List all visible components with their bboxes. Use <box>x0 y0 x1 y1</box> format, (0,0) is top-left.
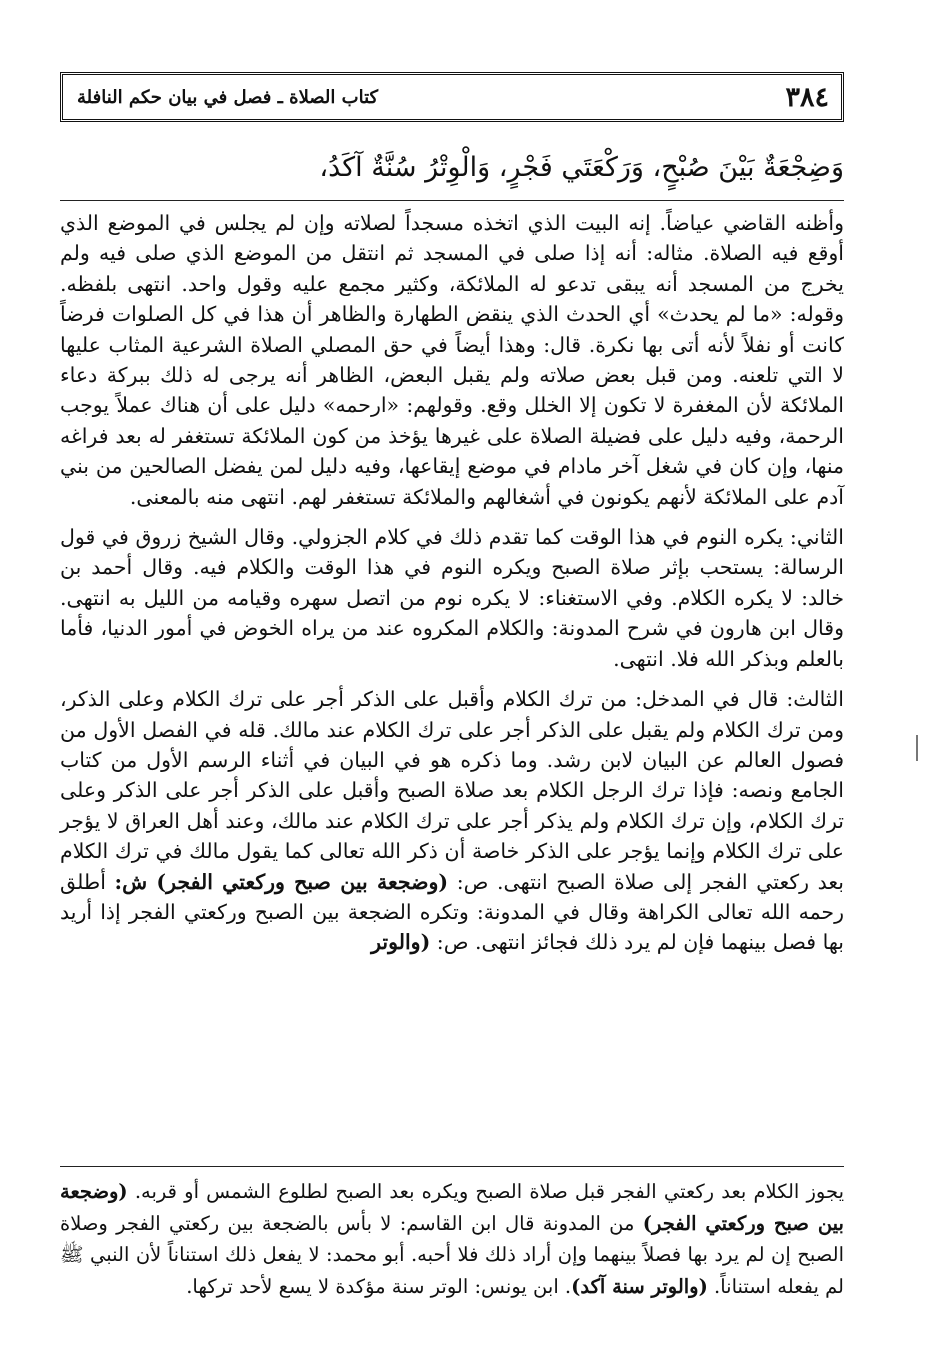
commentary-paragraph-3 <box>60 684 844 958</box>
footnote-text-e: . ابن يونس: الوتر سنة مؤكدة لا يسع لأحد تركها. <box>186 1274 572 1298</box>
footnote-paragraph <box>60 1176 844 1302</box>
footnote-quote-2: (والوتر سنة آكد) <box>571 1274 708 1298</box>
footnote-divider <box>60 1166 844 1167</box>
page-header <box>60 72 844 122</box>
commentary-paragraph-1: وأظنه القاضي عياضاً. إنه البيت الذي اتخذه مسجداً لصلاته وإن لم يجلس في الموضع الذي أوقع فيه الصلاة. مثاله: أنه إذا صلى في المسجد ثم انتقل من الموضع الذي صلى فيه ولم يخرج من المسجد أنه يبقى تدعو له الملائكة، وكثير مجمع عليه وقول واحد. انتهى بلفظه. وقوله: «ما لم يحدث» أي الحدث الذي ينقض الطهارة والظاهر أن هذا في كل الصلوات فرضاً كانت أو نفلاً لأنه أتى بها نكرة. قال: وهذا أيضاً في حق المصلي الصلاة الشرعية المثاب عليها لا التي تلعنه. ومن قبل بعض صلاته ولم يقبل البعض، الظاهر أنه يرجى له ذلك ببركة دعاء الملائكة لأن المغفرة لا تكون إلا الخلل وقع. وقولهم: «ارحمه» دليل على أن هناك عملاً يوجب الرحمة، وفيه دليل على فضيلة الصلاة على غيرها يؤخذ من كون الملائكة تستغفر له بعد فراغه منها، وإن كان في شغل آخر مادام في موضع إيقاعها، وفيه دليل لمن يفضل الصالحين من بني آدم على الملائكة لأنهم يكونون في أشغالهم والملائكة تستغفر لهم. انتهى منه بالمعنى. <box>60 211 844 509</box>
scan-margin-mark <box>916 735 918 761</box>
commentary-paragraph-2: الثاني: يكره النوم في هذا الوقت كما تقدم ذلك في كلام الجزولي. وقال الشيخ زروق في قول الرسالة: يستحب بإثر صلاة الصبح ويكره النوم في هذا الوقت والكلام فيه. وقال أحمد بن خالد: لا يكره الكلام. وفي الاستغناء: لا يكره نوم من اتصل سهره وقيامه من الليل به انتهى. وقال ابن هارون في شرح المدونة: والكلام المكروه عند من يراه الخوض في أمور الدنيا، فأما بالعلم وبذكر الله فلا. انتهى. <box>60 525 844 671</box>
footnote <box>60 1176 844 1302</box>
footnote-text-a: يجوز الكلام بعد ركعتي الفجر قبل صلاة الصبح ويكره بعد الصبح لطلوع الشمس أو قربه. <box>127 1180 844 1203</box>
footnote-text-c: من المدونة قال ابن القاسم: لا بأس بالضجعة بين ركعتي الفجر وصلاة الصبح إن لم يرد بها فصلاً بينهما وإن أراد ذلك فلا أحبه. أبو محمد: لا يفعل ذلك استناناً لأن النبي ﷺ لم يفعله استناناً. <box>60 1211 844 1298</box>
footnote-quote-1: (وضجعة بين صبح وركعتي الفجر) <box>60 1180 844 1235</box>
book-page <box>60 72 850 1342</box>
page-number: ٣٨٤ <box>785 81 829 113</box>
paragraph-3-matn-quote: (وضجعة بين صبح وركعتي الفجر) ش: <box>114 869 449 894</box>
running-title: كتاب الصلاة ـ فصل في بيان حكم النافلة <box>77 86 379 108</box>
paragraph-3-text-c: أطلق رحمه الله تعالى الكراهة وقال في المدونة: وتكره الضجعة بين الصبح وركعتي الفجر إذا أريد بها فصل بينهما فإن لم يرد ذلك فجائز انتهى. ص: <box>60 869 844 955</box>
matn-divider <box>60 200 844 201</box>
commentary-body <box>60 208 844 968</box>
matn-verse: وَضِجْعَةٌ بَيْنَ صُبْحٍ، وَرَكْعَتَي فَجْرٍ، وَالْوِتْرُ سُنَّةٌ آكَدُ، <box>319 152 844 183</box>
paragraph-3-matn-quote-2: (والوتر <box>371 930 431 955</box>
paragraph-3-text-a: الثالث: قال في المدخل: من ترك الكلام وأقبل على الذكر أجر على ترك الكلام وعلى الذكر، ومن ترك الكلام ولم يقبل على الذكر أجر على ترك الكلام عند مالك. قله في الفصل الأول من فصول العالم عن البيان لابن رشد. وما ذكره هو في البيان في أثناء الرسم الأول من كتاب الجامع ونصه: فإذا ترك الرجل الكلام بعد صلاة الصبح وأقبل على الذكر أجر على الذكر وعلى ترك الكلام، وإن ترك الكلام ولم يذكر أجر على ترك الكلام عند مالك، وعند أهل العراق لا يؤجر على ترك الكلام وإنما يؤجر على الذكر خاصة أن ذكر الله تعالى كما يقول مالك في ترك الكلام بعد ركعتي الفجر إلى صلاة الصبح انتهى. ص: <box>60 687 844 894</box>
